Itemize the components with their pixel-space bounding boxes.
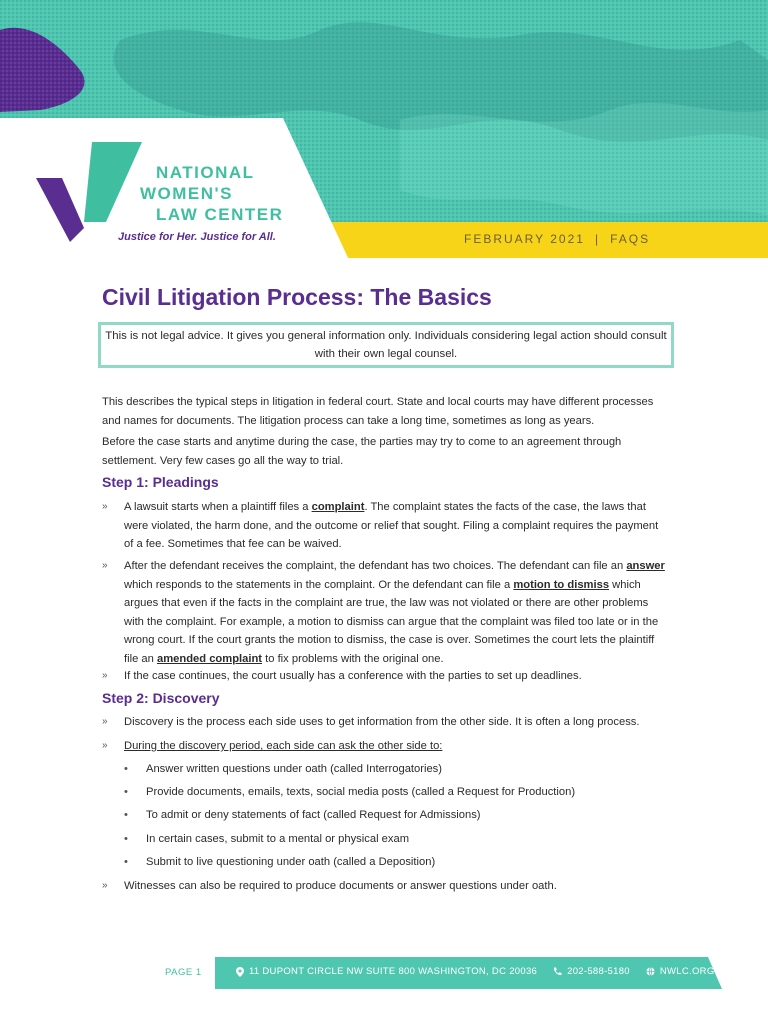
legal-notice-box xyxy=(98,322,674,368)
bullet-marker: » xyxy=(102,880,108,891)
term-motion-to-dismiss: motion to dismiss xyxy=(513,578,610,591)
org-name-line3: LAW CENTER xyxy=(156,205,284,224)
sub-bullet: • xyxy=(124,809,128,821)
logo-icon xyxy=(36,142,146,242)
footer-address: 11 DUPONT CIRCLE NW SUITE 800 WASHINGTON, DC 20036 xyxy=(249,966,538,977)
page-number: PAGE 1 xyxy=(165,967,202,978)
footer-contact xyxy=(236,966,715,977)
footer-phone: 202-588-5180 xyxy=(567,966,630,977)
bullet-marker: » xyxy=(102,670,108,681)
step2-bullet-3: » Witnesses can also be required to produce documents or answer questions under oath. xyxy=(102,877,668,896)
location-pin-icon xyxy=(236,967,244,977)
step1-bullet-1: » A lawsuit starts when a plaintiff files a complaint. The complaint states the facts of the case, the laws that were violated, the harm done, and the outcome or relief that sought. Filing a complaint requires the payment of a fee. Sometimes that fee can be waived. xyxy=(102,498,668,554)
sub-bullet: • xyxy=(124,856,128,868)
step2-bullet-2: » During the discovery period, each side can ask the other side to: xyxy=(102,737,668,756)
dateline xyxy=(464,232,650,246)
discovery-sub-item: • In certain cases, submit to a mental or physical exam xyxy=(124,830,664,849)
bullet-marker: » xyxy=(102,740,108,751)
org-name-line2: WOMEN'S xyxy=(140,184,233,203)
bullet-marker: » xyxy=(102,716,108,727)
globe-icon xyxy=(646,967,655,976)
bullet-marker: » xyxy=(102,560,108,571)
step1-bullet-3: » If the case continues, the court usually has a conference with the parties to set up deadlines. xyxy=(102,667,668,686)
discovery-sub-item: • To admit or deny statements of fact (called Request for Admissions) xyxy=(124,806,664,825)
document-date: FEBRUARY 2021 xyxy=(464,232,585,246)
step2-bullet-1: » Discovery is the process each side uses to get information from the other side. It is often a long process. xyxy=(102,713,668,732)
org-name xyxy=(140,162,283,225)
term-complaint: complaint xyxy=(311,501,365,513)
step2-heading: Step 2: Discovery xyxy=(102,690,220,706)
term-amended-complaint: amended complaint xyxy=(156,652,263,665)
org-name-line1: NATIONAL xyxy=(156,163,255,182)
phone-icon xyxy=(553,967,562,976)
sub-bullet: • xyxy=(124,786,128,798)
discovery-sub-item: • Answer written questions under oath (called Interrogatories) xyxy=(124,760,664,779)
step1-bullet-2: » After the defendant receives the complaint, the defendant has two choices. The defendant can file an answer which responds to the statements in the complaint. Or the defendant can file a motion to dismiss which argues that even if the facts in the complaint are true, the law was not violated or there are other problems with the complaint. For example, a motion to dismiss can argue that the complaint was filed too late or in the wrong court. If the court grants the motion to dismiss, the case is over. Sometimes the court lets the plaintiff file an amended complaint to fix problems with the original one. xyxy=(102,557,668,668)
intro-paragraph-1: This describes the typical steps in litigation in federal court. State and local courts may have different processes and names for documents. The litigation process can take a long time, sometimes as long as years. xyxy=(102,396,654,427)
footer-website[interactable]: NWLC.ORG xyxy=(659,966,715,977)
bullet-marker: » xyxy=(102,501,108,512)
intro-paragraph-2: Before the case starts and anytime during the case, the parties may try to come to an agreement through settlement. Very few cases go all the way to trial. xyxy=(102,436,622,467)
discovery-sub-item: • Submit to live questioning under oath (called a Deposition) xyxy=(124,853,664,872)
sub-bullet: • xyxy=(124,763,128,775)
step1-heading: Step 1: Pleadings xyxy=(102,474,219,490)
page-title: Civil Litigation Process: The Basics xyxy=(102,284,492,310)
tagline: Justice for Her. Justice for All. xyxy=(118,231,276,243)
legal-notice-text: This is not legal advice. It gives you general information only. Individuals considering legal action should consult with their own legal counsel. xyxy=(105,330,667,360)
discovery-sub-item: • Provide documents, emails, texts, social media posts (called a Request for Production) xyxy=(124,783,664,802)
dateline-separator: | xyxy=(594,232,601,246)
term-answer: answer xyxy=(626,560,665,572)
document-category: FAQS xyxy=(610,232,651,246)
sub-bullet: • xyxy=(124,833,128,845)
